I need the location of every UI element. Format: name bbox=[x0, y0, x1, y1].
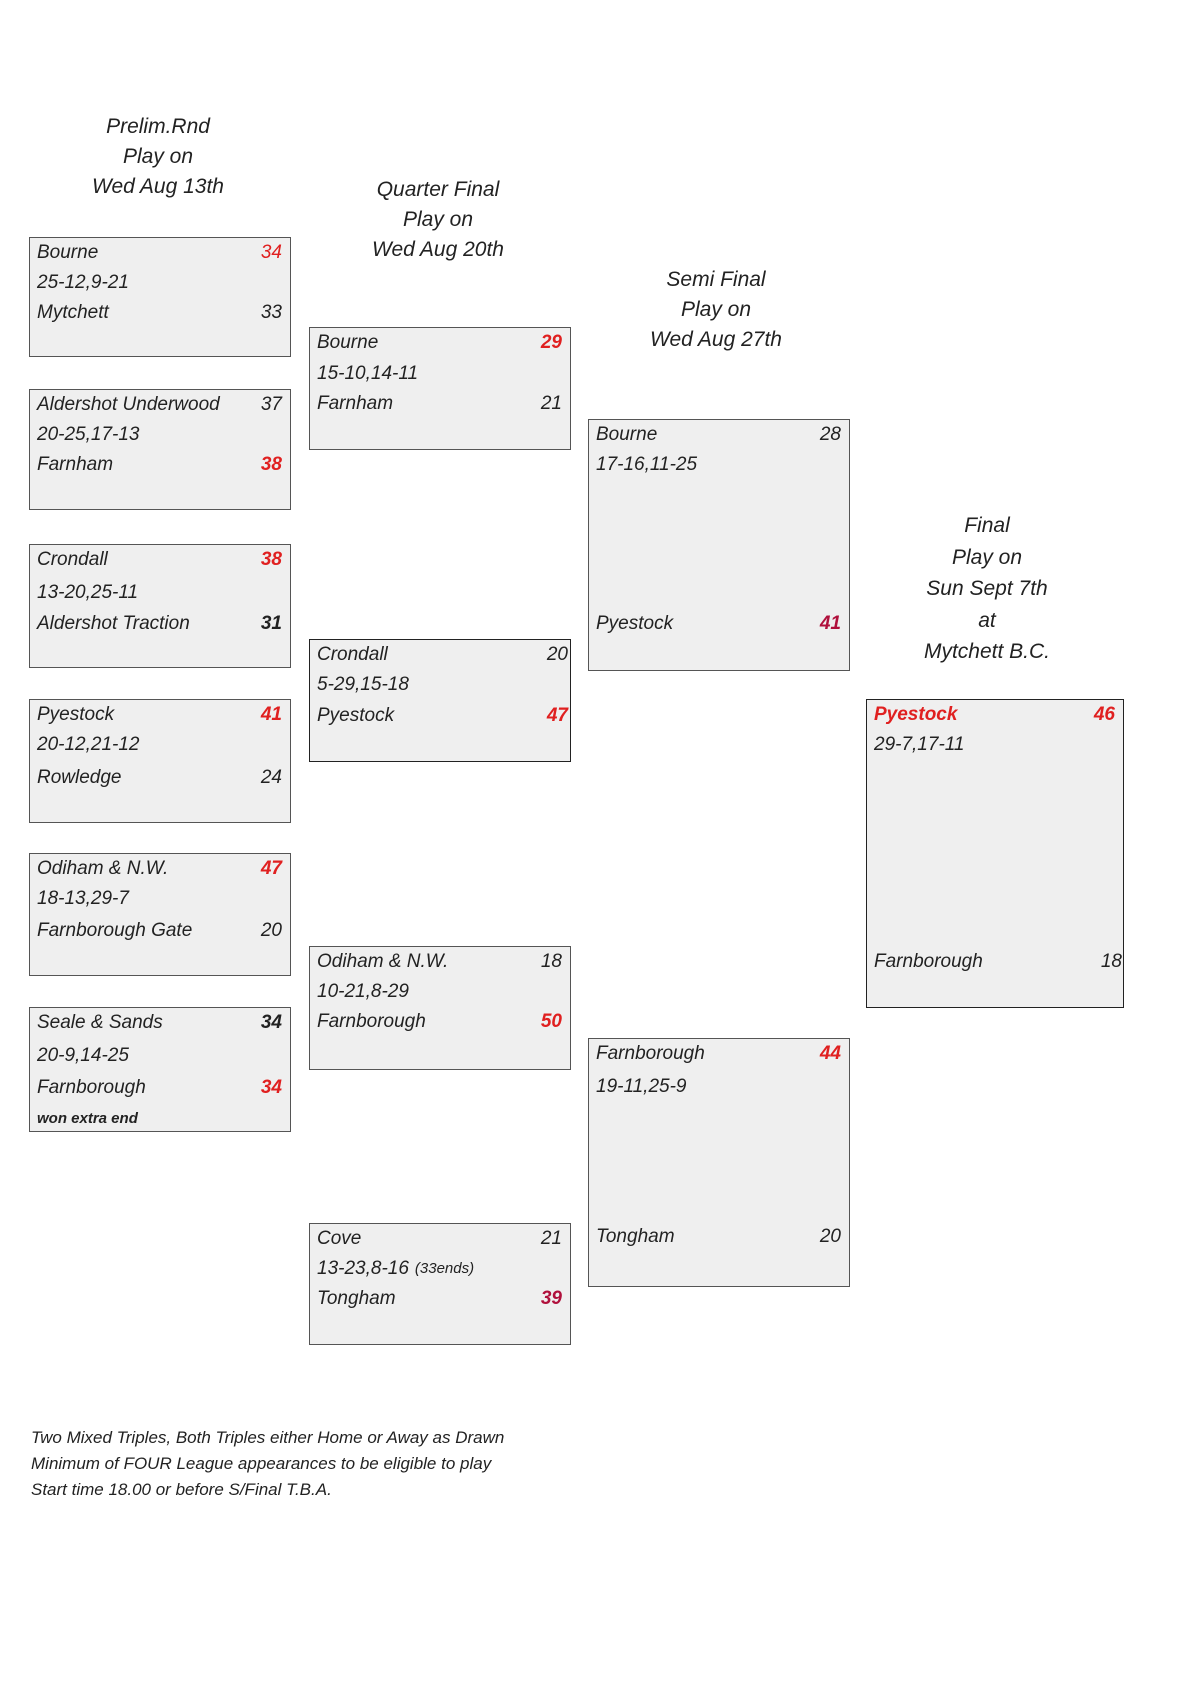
quarter-match-1 bbox=[309, 327, 571, 450]
home-team: Crondall bbox=[317, 644, 388, 665]
ends-score: 5-29,15-18 bbox=[317, 674, 409, 695]
final-venue: Mytchett B.C. bbox=[923, 640, 1051, 663]
ends-score: 29-7,17-11 bbox=[874, 734, 965, 755]
ends-score: 13-20,25-11 bbox=[37, 582, 139, 603]
away-score: 31 bbox=[260, 613, 282, 634]
prelim-match-4 bbox=[29, 699, 291, 823]
away-team: Pyestock bbox=[596, 613, 674, 634]
home-score: 47 bbox=[260, 858, 282, 879]
home-team: Pyestock bbox=[37, 704, 115, 725]
away-team: Rowledge bbox=[37, 767, 122, 788]
home-score: 21 bbox=[540, 1228, 562, 1249]
home-team: Crondall bbox=[37, 549, 108, 570]
ends-score: 13-23,8-16 bbox=[317, 1258, 409, 1279]
final-date: Sun Sept 7th bbox=[926, 577, 1048, 600]
prelim-match-1 bbox=[29, 237, 291, 357]
ends-score: 15-10,14-11 bbox=[317, 363, 419, 384]
ends-score: 18-13,29-7 bbox=[37, 888, 129, 909]
away-team: Farnborough bbox=[37, 1077, 146, 1098]
away-team: Tongham bbox=[596, 1226, 675, 1247]
home-team: Cove bbox=[317, 1228, 362, 1249]
footer-notes bbox=[31, 1425, 504, 1503]
final-match bbox=[866, 699, 1124, 1008]
extra-end-note: won extra end bbox=[37, 1110, 138, 1127]
home-score: 44 bbox=[819, 1043, 841, 1064]
quarter-match-3 bbox=[309, 946, 571, 1070]
away-score: 34 bbox=[260, 1077, 282, 1098]
away-team: Farnham bbox=[37, 454, 114, 475]
home-score: 41 bbox=[260, 704, 282, 725]
home-team: Pyestock bbox=[874, 704, 958, 725]
away-score: 18 bbox=[1100, 951, 1122, 972]
ends-score: 20-12,21-12 bbox=[37, 734, 140, 755]
home-score: 34 bbox=[260, 1012, 282, 1033]
away-team: Farnborough bbox=[874, 951, 983, 972]
away-score: 24 bbox=[260, 767, 282, 788]
quarter-final-header bbox=[318, 175, 558, 265]
away-team: Aldershot Traction bbox=[37, 613, 190, 634]
home-score: 18 bbox=[540, 951, 562, 972]
home-team: Bourne bbox=[317, 332, 379, 353]
footer-line-2: Minimum of FOUR League appearances to be eligible to play bbox=[31, 1454, 492, 1473]
prelim-round-header bbox=[38, 112, 278, 202]
semi-title: Semi Final bbox=[666, 268, 766, 291]
home-team: Bourne bbox=[596, 424, 658, 445]
footer-line-3: Start time 18.00 or before S/Final T.B.A. bbox=[31, 1480, 332, 1499]
semi-date: Wed Aug 27th bbox=[650, 328, 782, 351]
away-score: 47 bbox=[546, 705, 568, 726]
home-score: 29 bbox=[540, 332, 562, 353]
home-score: 34 bbox=[260, 242, 282, 263]
quarter-match-2 bbox=[309, 639, 571, 762]
home-score: 20 bbox=[546, 644, 568, 665]
away-score: 20 bbox=[260, 920, 282, 941]
home-team: Odiham & N.W. bbox=[317, 951, 449, 972]
ends-score: 20-25,17-13 bbox=[37, 424, 140, 445]
prelim-match-6 bbox=[29, 1007, 291, 1132]
final-play-on: Play on bbox=[951, 545, 1023, 569]
semi-match-2 bbox=[588, 1038, 850, 1287]
prelim-title: Prelim.Rnd bbox=[106, 115, 210, 138]
away-team: Pyestock bbox=[317, 705, 395, 726]
home-team: Aldershot Underwood bbox=[37, 394, 220, 415]
prelim-play-on: Play on bbox=[122, 145, 194, 168]
home-team: Bourne bbox=[37, 242, 99, 263]
quarter-play-on: Play on bbox=[402, 208, 474, 231]
home-score: 37 bbox=[260, 394, 282, 415]
away-score: 41 bbox=[819, 613, 841, 634]
home-score: 28 bbox=[819, 424, 841, 445]
ends-score: 17-16,11-25 bbox=[596, 454, 698, 475]
ends-score: 25-12,9-21 bbox=[37, 272, 129, 293]
away-team: Farnham bbox=[317, 393, 394, 414]
footer-line-1: Two Mixed Triples, Both Triples either Home or Away as Drawn bbox=[31, 1428, 505, 1447]
away-score: 33 bbox=[260, 302, 282, 323]
prelim-match-2 bbox=[29, 389, 291, 510]
away-score: 38 bbox=[260, 454, 282, 475]
home-team: Seale & Sands bbox=[37, 1012, 163, 1033]
prelim-date: Wed Aug 13th bbox=[92, 175, 224, 198]
final-at: at bbox=[978, 608, 996, 632]
away-score: 20 bbox=[819, 1226, 841, 1247]
away-team: Tongham bbox=[317, 1288, 396, 1309]
home-score: 46 bbox=[1093, 704, 1115, 725]
prelim-match-3 bbox=[29, 544, 291, 668]
prelim-match-5 bbox=[29, 853, 291, 976]
away-team: Farnborough Gate bbox=[37, 920, 193, 941]
semi-match-1 bbox=[588, 419, 850, 671]
away-score: 21 bbox=[540, 393, 562, 414]
away-team: Mytchett bbox=[37, 302, 109, 323]
quarter-match-4 bbox=[309, 1223, 571, 1345]
home-team: Odiham & N.W. bbox=[37, 858, 169, 879]
ends-count-note: (33ends) bbox=[414, 1260, 475, 1277]
ends-score: 10-21,8-29 bbox=[317, 981, 409, 1002]
home-team: Farnborough bbox=[596, 1043, 705, 1064]
semi-final-header bbox=[596, 265, 836, 355]
final-title: Final bbox=[964, 514, 1010, 537]
ends-score: 19-11,25-9 bbox=[596, 1076, 687, 1097]
ends-score: 20-9,14-25 bbox=[37, 1045, 129, 1066]
away-team: Farnborough bbox=[317, 1011, 426, 1032]
away-score: 50 bbox=[540, 1011, 562, 1032]
home-score: 38 bbox=[260, 549, 282, 570]
away-score: 39 bbox=[540, 1288, 562, 1309]
quarter-date: Wed Aug 20th bbox=[372, 238, 504, 261]
final-header bbox=[867, 510, 1107, 668]
quarter-title: Quarter Final bbox=[376, 178, 500, 201]
semi-play-on: Play on bbox=[680, 298, 752, 321]
